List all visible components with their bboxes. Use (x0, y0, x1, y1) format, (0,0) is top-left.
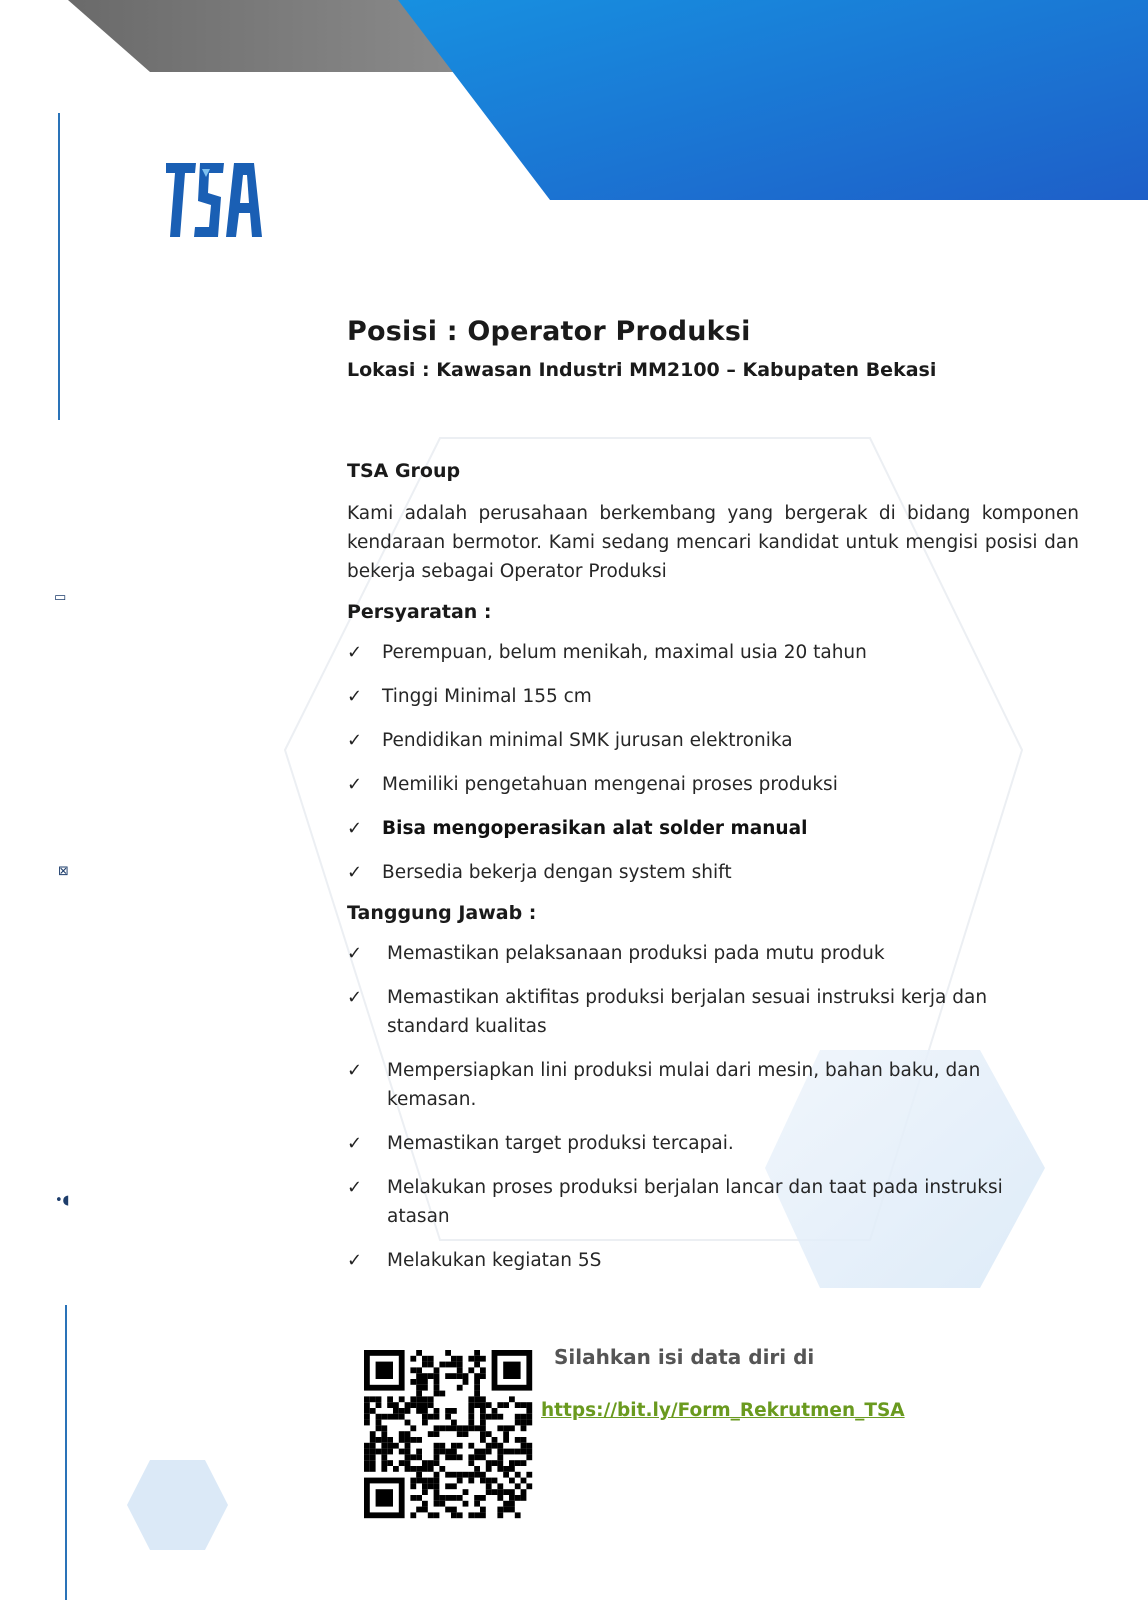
check-icon: ✓ (347, 686, 363, 707)
list-item: ✓ Memastikan aktifitas produksi berjalan sesuai instruksi kerja dan standard kualitas (347, 983, 1079, 1041)
company-name: TSA Group (347, 460, 461, 482)
list-item: ✓ Pendidikan minimal SMK jurusan elektronika (347, 726, 1079, 755)
list-item: ✓ Memiliki pengetahuan mengenai proses produksi (347, 770, 1079, 799)
company-description: Kami adalah perusahaan berkembang yang bergerak di bidang komponen kendaraan bermotor. Kami sedang mencari kandidat untuk mengisi posisi dan bekerja sebagai Operator Produksi (347, 503, 1079, 582)
check-icon: ✓ (347, 774, 363, 795)
list-item: ✓ Bersedia bekerja dengan system shift (347, 858, 1079, 887)
responsibilities-list (347, 939, 1079, 1275)
list-item: ✓ Melakukan kegiatan 5S (347, 1246, 1079, 1275)
requirements-heading: Persyaratan : (347, 601, 492, 623)
list-item: ✓ Memastikan target produksi tercapai. (347, 1129, 1079, 1158)
side-line-top (58, 113, 60, 420)
check-icon: ✓ (347, 987, 363, 1008)
list-item: ✓ Mempersiapkan lini produksi mulai dari mesin, bahan baku, dan kemasan. (347, 1056, 1079, 1114)
side-line-bottom (65, 1305, 67, 1600)
check-icon: ✓ (347, 862, 363, 883)
job-title: Posisi : Operator Produksi (347, 316, 751, 347)
check-icon: ✓ (347, 818, 363, 839)
check-icon: ✓ (347, 1060, 363, 1081)
job-content (347, 316, 1079, 1275)
list-item: ✓ Perempuan, belum menikah, maximal usia 20 tahun (347, 638, 1079, 667)
requirements-list (347, 638, 1079, 887)
list-item: ✓ Memastikan pelaksanaan produksi pada mutu produk (347, 939, 1079, 968)
application-form-link[interactable]: https://bit.ly/Form_Rekrutmen_TSA (541, 1400, 905, 1421)
apply-prompt: Silahkan isi data diri di (554, 1345, 815, 1369)
check-icon: ✓ (347, 943, 363, 964)
check-icon: ✓ (347, 730, 363, 751)
responsibilities-heading: Tanggung Jawab : (347, 902, 537, 924)
job-location: Lokasi : Kawasan Industri MM2100 – Kabupaten Bekasi (347, 359, 937, 381)
check-icon: ✓ (347, 1250, 363, 1271)
list-item: ✓ Melakukan proses produksi berjalan lancar dan taat pada instruksi atasan (347, 1173, 1079, 1231)
check-icon: ✓ (347, 642, 363, 663)
side-rectangle-icon: ▭ (54, 590, 67, 605)
side-box-icon: ⊠ (58, 864, 69, 879)
check-icon: ✓ (347, 1133, 363, 1154)
check-icon: ✓ (347, 1177, 363, 1198)
list-item: ✓ Tinggi Minimal 155 cm (347, 682, 1079, 711)
list-item: ✓ Bisa mengoperasikan alat solder manual (347, 814, 1079, 843)
qr-code[interactable] (356, 1342, 540, 1524)
tsa-logo (166, 163, 262, 237)
side-dot-icon: •◖ (55, 1193, 70, 1208)
